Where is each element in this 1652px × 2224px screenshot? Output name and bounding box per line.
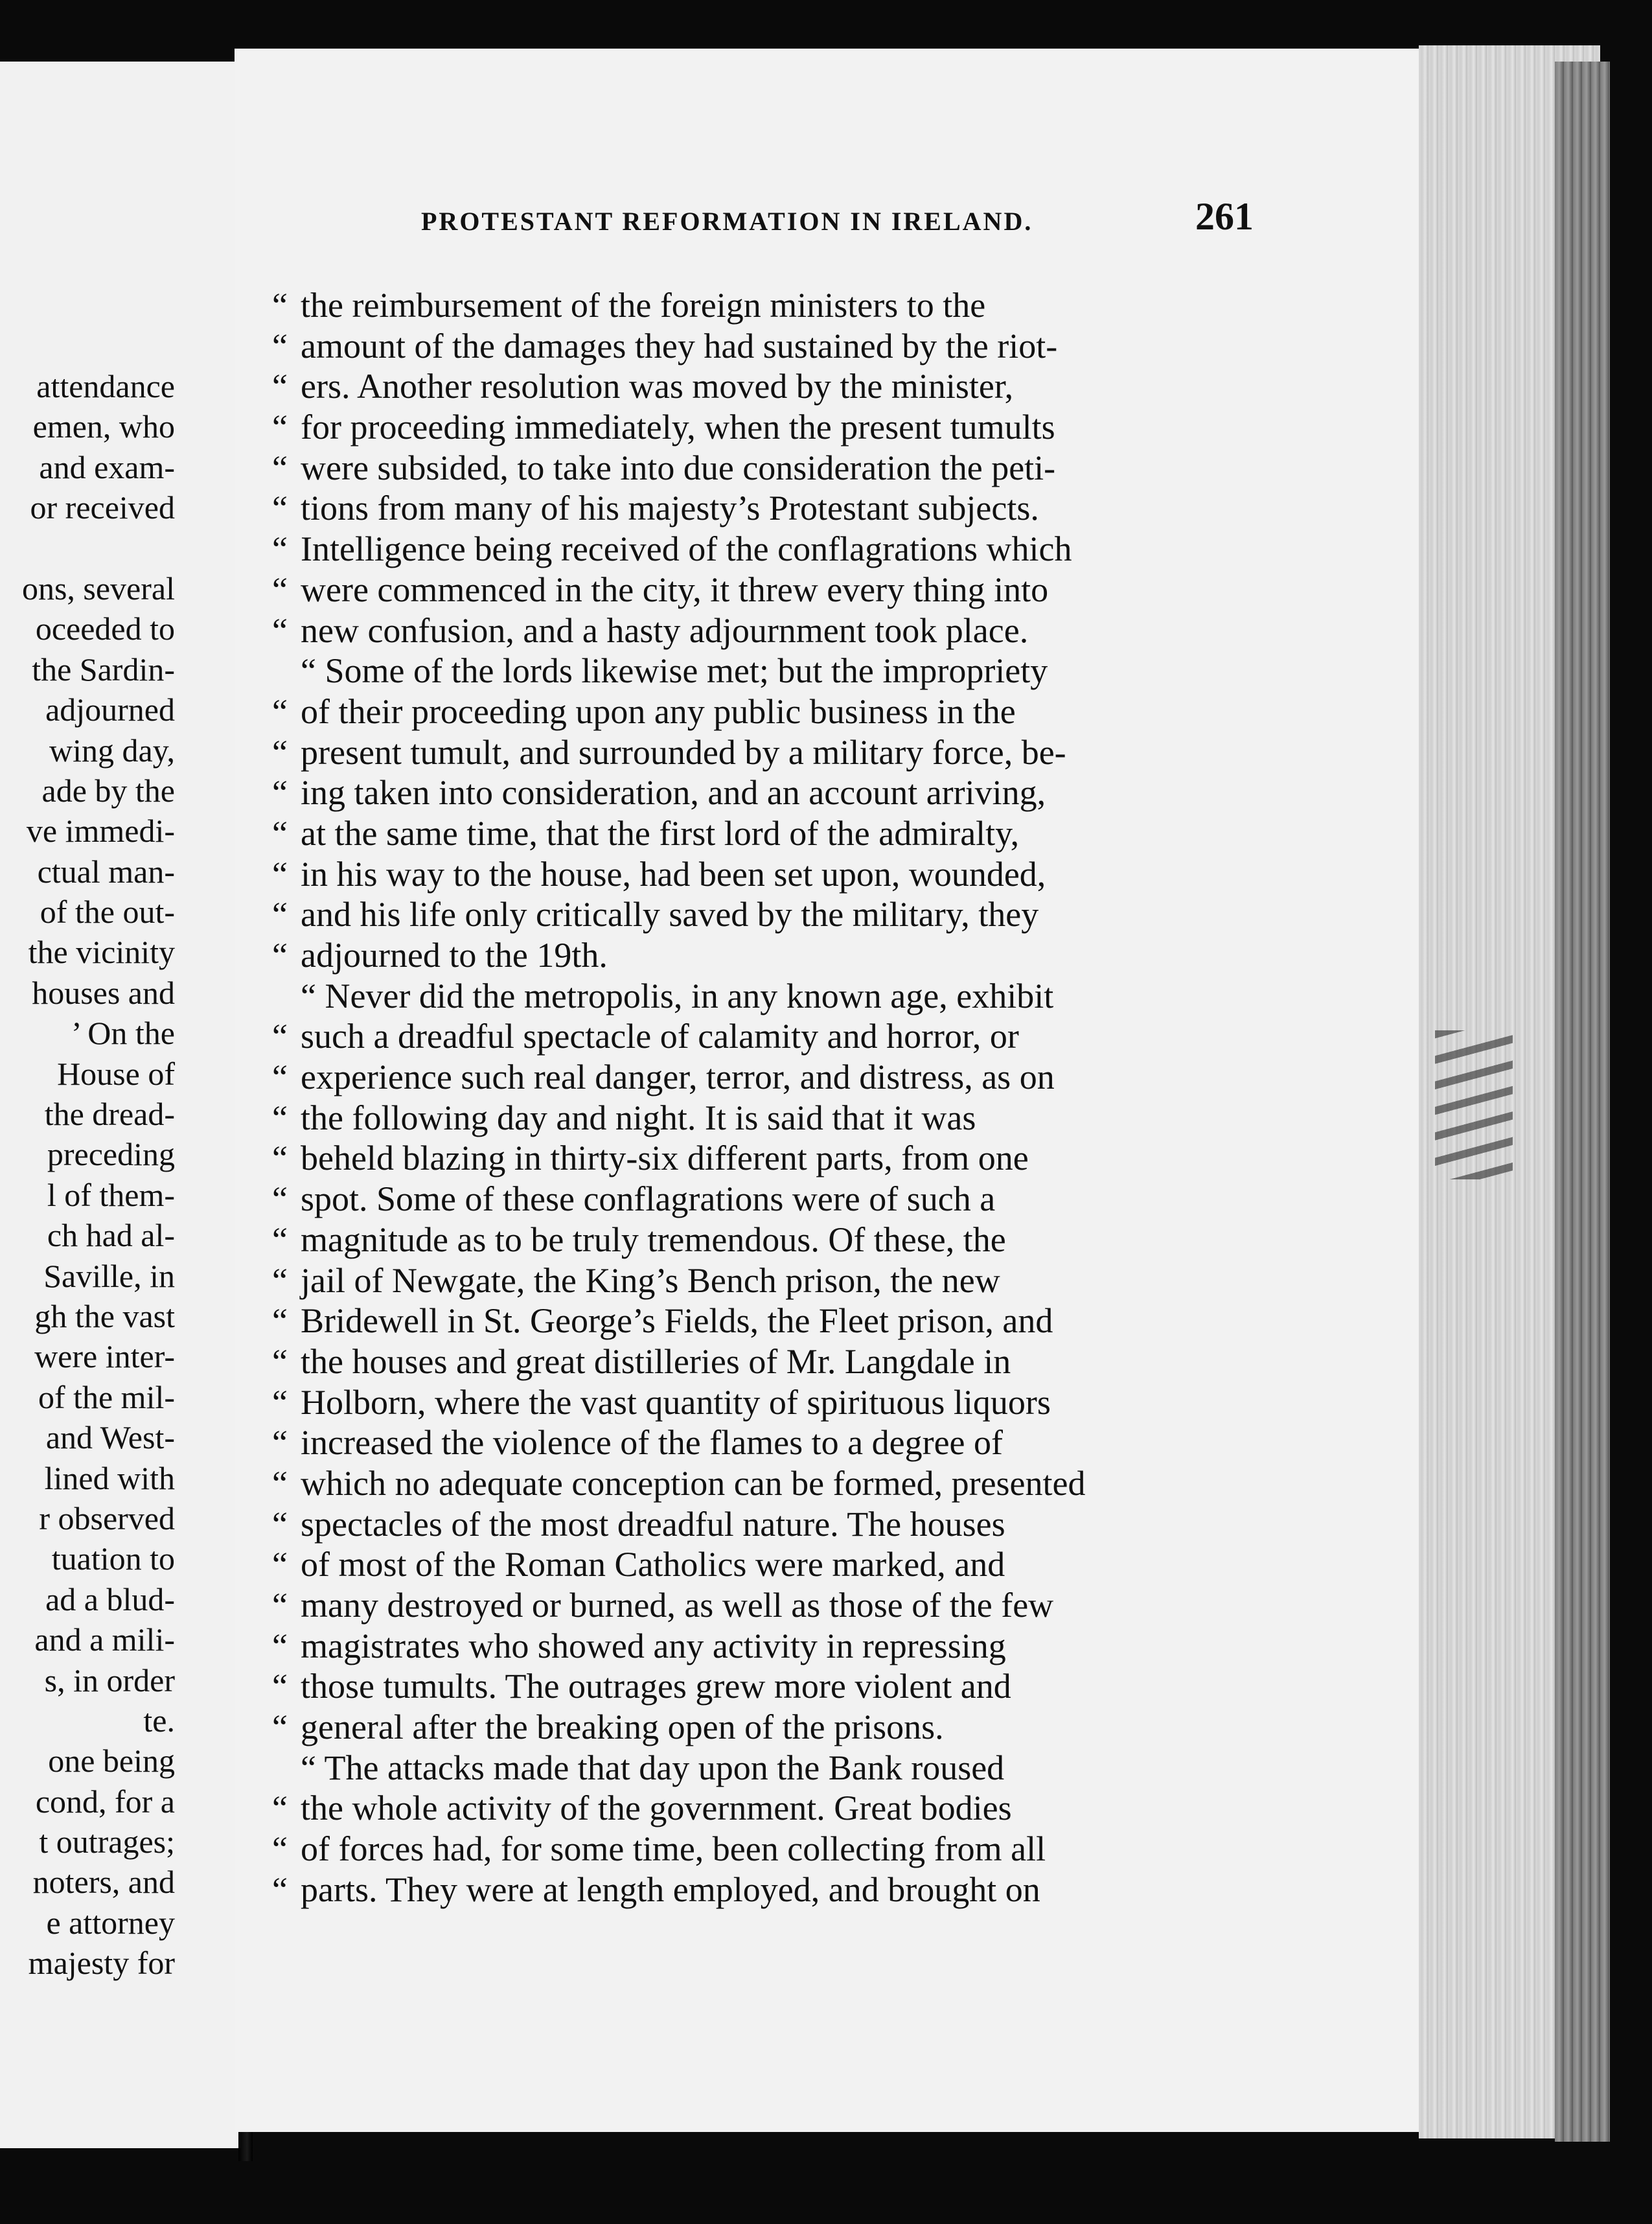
quote-mark: “ xyxy=(272,1423,288,1463)
text-line xyxy=(272,570,1283,610)
left-page-text xyxy=(0,366,175,1984)
line-text: increased the violence of the flames to a degree of xyxy=(301,1423,1003,1463)
line-text: which no adequate conception can be formed, presented xyxy=(301,1463,1086,1503)
quote-mark: “ xyxy=(272,1586,288,1625)
quote-mark: “ xyxy=(272,367,288,406)
line-text: experience such real danger, terror, and distress, as on xyxy=(301,1058,1055,1097)
left-page-line: e attorney xyxy=(46,1904,175,1941)
text-line xyxy=(272,1870,1283,1910)
quote-mark: “ xyxy=(272,1870,288,1909)
left-page-line: cond, for a xyxy=(35,1783,175,1820)
quote-mark: “ xyxy=(272,732,288,772)
line-text: many destroyed or burned, as well as those of the few xyxy=(301,1586,1054,1625)
quote-mark: “ xyxy=(272,286,288,325)
line-text: magnitude as to be truly tremendous. Of these, the xyxy=(301,1220,1006,1259)
quote-mark: “ xyxy=(272,1789,288,1828)
quote-mark: “ xyxy=(272,1545,288,1584)
left-page-line: of the mil- xyxy=(38,1378,175,1415)
quote-mark: “ xyxy=(272,1260,288,1300)
line-text: “ The attacks made that day upon the Bank roused xyxy=(301,1748,1005,1787)
quote-mark: “ xyxy=(272,1098,288,1137)
text-line xyxy=(272,1666,1283,1707)
text-line xyxy=(272,1504,1283,1545)
text-line xyxy=(272,813,1283,854)
left-page-line: or received xyxy=(30,489,175,526)
line-text: jail of Newgate, the King’s Bench prison, the new xyxy=(301,1260,1000,1300)
quote-mark: “ xyxy=(272,610,288,650)
edge-stain xyxy=(1435,1030,1513,1179)
left-page-line: the dread- xyxy=(44,1096,175,1133)
left-page-line: oceeded to xyxy=(35,610,175,647)
line-text: at the same time, that the first lord of the admiralty, xyxy=(301,813,1020,853)
quote-mark: “ xyxy=(272,489,288,528)
quote-mark: “ xyxy=(272,691,288,731)
line-text: tions from many of his majesty’s Protestant subjects. xyxy=(301,489,1039,528)
left-page-line: were inter- xyxy=(34,1338,175,1375)
text-line xyxy=(272,651,1283,691)
left-page-line: ’ On the xyxy=(71,1015,175,1052)
line-text: Holborn, where the vast quantity of spirituous liquors xyxy=(301,1382,1051,1422)
text-line xyxy=(272,1788,1283,1829)
left-page-line: and exam- xyxy=(39,448,175,485)
text-line xyxy=(272,1382,1283,1423)
left-page-line: attendance xyxy=(36,368,175,404)
quote-mark: “ xyxy=(272,1626,288,1665)
left-page-line: House of xyxy=(57,1055,175,1092)
line-text: amount of the damages they had sustained by the riot- xyxy=(301,326,1058,365)
quote-mark: “ xyxy=(272,529,288,569)
text-line xyxy=(272,1585,1283,1626)
body-text xyxy=(272,285,1283,1910)
text-line xyxy=(272,529,1283,570)
text-line xyxy=(272,1626,1283,1667)
left-page-line: and a mili- xyxy=(34,1621,175,1658)
line-text: beheld blazing in thirty-six different parts, from one xyxy=(301,1139,1029,1178)
quote-mark: “ xyxy=(272,448,288,487)
left-page-line: te. xyxy=(143,1702,175,1739)
text-line xyxy=(272,772,1283,813)
text-line xyxy=(272,285,1283,326)
text-line xyxy=(272,691,1283,732)
text-line xyxy=(272,732,1283,773)
text-line xyxy=(272,407,1283,448)
line-text: Intelligence being received of the conflagrations which xyxy=(301,529,1072,569)
left-page-line: ch had al- xyxy=(47,1217,175,1254)
left-page-line: adjourned xyxy=(45,691,175,728)
left-page-line: l of them- xyxy=(47,1176,175,1213)
text-line xyxy=(272,488,1283,529)
line-text: present tumult, and surrounded by a military force, be- xyxy=(301,732,1066,772)
quote-mark: “ xyxy=(272,1017,288,1056)
text-line xyxy=(272,894,1283,935)
quote-mark: “ xyxy=(272,1139,288,1178)
quote-mark: “ xyxy=(272,326,288,365)
left-page-line: preceding xyxy=(47,1136,175,1173)
text-line xyxy=(272,1260,1283,1301)
line-text: in his way to the house, had been set upon, wounded, xyxy=(301,854,1046,894)
quote-mark: “ xyxy=(272,1301,288,1341)
left-page-line: the vicinity xyxy=(28,934,175,971)
text-line xyxy=(272,1098,1283,1139)
text-line xyxy=(272,366,1283,407)
line-text: of forces had, for some time, been collecting from all xyxy=(301,1829,1046,1869)
left-page-line: Saville, in xyxy=(43,1257,175,1294)
left-page xyxy=(0,62,238,2148)
line-text: of their proceeding upon any public business in the xyxy=(301,691,1016,731)
left-page-line: houses and xyxy=(32,974,175,1011)
line-text: adjourned to the 19th. xyxy=(301,936,608,975)
text-line xyxy=(272,1544,1283,1585)
quote-mark: “ xyxy=(272,1463,288,1503)
quote-mark: “ xyxy=(272,1708,288,1747)
left-page-line: tuation to xyxy=(51,1540,175,1577)
running-head: PROTESTANT REFORMATION IN IRELAND. xyxy=(421,207,1033,236)
text-line xyxy=(272,1422,1283,1463)
text-line xyxy=(272,1138,1283,1179)
text-line xyxy=(272,1016,1283,1057)
line-text: of most of the Roman Catholics were marked, and xyxy=(301,1545,1005,1584)
text-line xyxy=(272,1220,1283,1260)
text-line xyxy=(272,935,1283,976)
line-text: were commenced in the city, it threw every thing into xyxy=(301,570,1049,609)
line-text: the houses and great distilleries of Mr. Langdale in xyxy=(301,1341,1011,1381)
line-text: new confusion, and a hasty adjournment took place. xyxy=(301,610,1029,650)
left-page-line xyxy=(0,528,175,568)
left-page-line: and West- xyxy=(45,1419,175,1456)
left-page-line: of the out- xyxy=(40,894,175,931)
left-page-line: ad a blud- xyxy=(45,1581,175,1617)
text-line xyxy=(272,448,1283,489)
line-text: ing taken into consideration, and an account arriving, xyxy=(301,773,1046,813)
quote-mark: “ xyxy=(272,813,288,853)
quote-mark: “ xyxy=(272,1058,288,1097)
page-number: 261 xyxy=(1195,195,1254,238)
line-text: parts. They were at length employed, and brought on xyxy=(301,1870,1040,1909)
text-line xyxy=(272,1341,1283,1382)
line-text: “ Some of the lords likewise met; but the impropriety xyxy=(301,651,1048,691)
left-page-line: ctual man- xyxy=(37,853,175,890)
left-page-line: ve immedi- xyxy=(26,813,175,850)
quote-mark: “ xyxy=(272,895,288,934)
text-line xyxy=(272,1748,1283,1789)
text-line xyxy=(272,1301,1283,1341)
quote-mark: “ xyxy=(272,1341,288,1381)
line-text: Bridewell in St. George’s Fields, the Fleet prison, and xyxy=(301,1301,1053,1341)
quote-mark: “ xyxy=(272,1829,288,1869)
left-page-line: lined with xyxy=(44,1459,175,1496)
text-line xyxy=(272,326,1283,367)
text-line xyxy=(272,976,1283,1017)
quote-mark: “ xyxy=(272,408,288,447)
line-text: “ Never did the metropolis, in any known age, exhibit xyxy=(301,976,1054,1015)
text-line xyxy=(272,1463,1283,1504)
line-text: for proceeding immediately, when the present tumults xyxy=(301,408,1055,447)
quote-mark: “ xyxy=(272,1179,288,1219)
quote-mark: “ xyxy=(272,1382,288,1422)
quote-mark: “ xyxy=(272,936,288,975)
text-line xyxy=(272,1707,1283,1748)
left-page-line: gh the vast xyxy=(34,1297,175,1334)
page-edge-dark xyxy=(1555,62,1610,2142)
left-page-line: ons, several xyxy=(21,570,175,607)
line-text: ers. Another resolution was moved by the minister, xyxy=(301,367,1014,406)
left-page-line: noters, and xyxy=(32,1864,175,1901)
text-line xyxy=(272,854,1283,895)
left-page-line: s, in order xyxy=(44,1662,175,1698)
left-page-line: wing day, xyxy=(49,732,175,769)
text-line xyxy=(272,1829,1283,1870)
text-line xyxy=(272,1179,1283,1220)
line-text: general after the breaking open of the prisons. xyxy=(301,1708,944,1747)
quote-mark: “ xyxy=(272,773,288,813)
quote-mark: “ xyxy=(272,1504,288,1544)
left-page-line: the Sardin- xyxy=(32,651,175,688)
line-text: such a dreadful spectacle of calamity and horror, or xyxy=(301,1017,1019,1056)
left-page-line: r observed xyxy=(39,1500,175,1536)
left-page-line: majesty for xyxy=(28,1945,175,1982)
left-page-line: ade by the xyxy=(41,772,175,809)
left-page-line: one being xyxy=(48,1743,175,1779)
line-text: spectacles of the most dreadful nature. The houses xyxy=(301,1504,1005,1544)
quote-mark: “ xyxy=(272,854,288,894)
quote-mark: “ xyxy=(272,1220,288,1259)
left-page-line: emen, who xyxy=(32,408,175,445)
line-text: were subsided, to take into due consideration the peti- xyxy=(301,448,1056,487)
quote-mark: “ xyxy=(272,1667,288,1706)
line-text: spot. Some of these conflagrations were of such a xyxy=(301,1179,996,1219)
text-line xyxy=(272,1057,1283,1098)
line-text: magistrates who showed any activity in repressing xyxy=(301,1626,1006,1665)
line-text: the reimbursement of the foreign ministers to the xyxy=(301,286,986,325)
text-line xyxy=(272,610,1283,651)
left-page-line: t outrages; xyxy=(39,1824,175,1860)
line-text: the whole activity of the government. Great bodies xyxy=(301,1789,1012,1828)
line-text: those tumults. The outrages grew more violent and xyxy=(301,1667,1011,1706)
line-text: the following day and night. It is said that it was xyxy=(301,1098,976,1137)
line-text: and his life only critically saved by the military, they xyxy=(301,895,1039,934)
quote-mark: “ xyxy=(272,570,288,609)
